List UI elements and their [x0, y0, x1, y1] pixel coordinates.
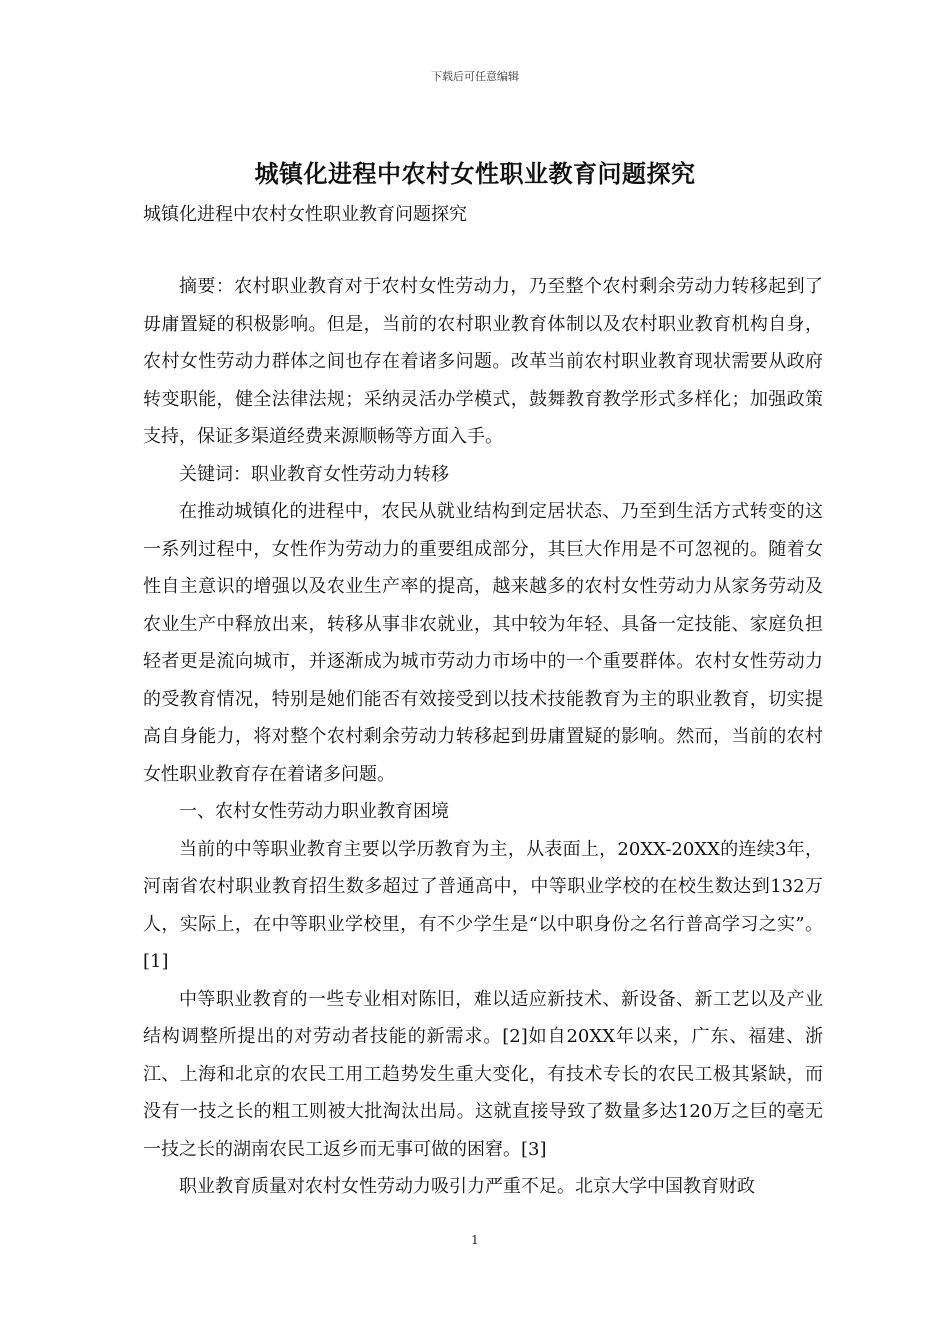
body-paragraph: 当前的中等职业教育主要以学历教育为主，从表面上，20XX-20XX的连续3年，河南省农村职业教育招生数多超过了普通高中，中等职业学校的在校生数达到132万人，实际上，在中等职业学校里，有不少学生是“以中职身份之名行普高学习之实”。[1] [143, 838, 823, 972]
abstract-paragraph: 摘要：农村职业教育对于农村女性劳动力，乃至整个农村剩余劳动力转移起到了毋庸置疑的积极影响。但是，当前的农村职业教育体制以及农村职业教育机构自身，农村女性劳动力群体之间也存在着诸多问题。改革当前农村职业教育现状需要从政府转变职能，健全法律法规；采纳灵活办学模式，鼓舞教育教学形式多样化；加强政策支持，保证多渠道经费来源顺畅等方面入手。 [143, 276, 823, 447]
header-note: 下载后可任意编辑 [431, 70, 519, 83]
body-paragraph: 职业教育质量对农村女性劳动力吸引力严重不足。北京大学中国教育财政 [179, 1176, 755, 1197]
section-heading: 一、农村女性劳动力职业教育困境 [179, 801, 449, 822]
page-number: 1 [471, 1233, 479, 1247]
document-title: 城镇化进程中农村女性职业教育问题探究 [254, 159, 696, 188]
document-subtitle: 城镇化进程中农村女性职业教育问题探究 [143, 204, 467, 225]
intro-paragraph: 在推动城镇化的进程中，农民从就业结构到定居状态、乃至到生活方式转变的这一系列过程中，女性作为劳动力的重要组成部分，其巨大作用是不可忽视的。随着女性自主意识的增强以及农业生产率的提高，越来越多的农村女性劳动力从家务劳动及农业生产中释放出来，转移从事非农就业，其中较为年轻、具备一定技能、家庭负担轻者更是流向城市，并逐渐成为城市劳动力市场中的一个重要群体。农村女性劳动力的受教育情况，特别是她们能否有效接受到以技术技能教育为主的职业教育，切实提高自身能力，将对整个农村剩余劳动力转移起到毋庸置疑的影响。然而，当前的农村女性职业教育存在着诸多问题。 [143, 501, 823, 785]
document-body [143, 268, 823, 1206]
keywords-paragraph: 关键词：职业教育女性劳动力转移 [179, 463, 449, 485]
body-paragraph: 中等职业教育的一些专业相对陈旧，难以适应新技术、新设备、新工艺以及产业结构调整所提出的对劳动者技能的新需求。[2]如自20XX年以来，广东、福建、浙江、上海和北京的农民工用工趋势发生重大变化，有技术专长的农民工极其紧缺，而没有一技之长的粗工则被大批淘汰出局。这就直接导致了数量多达120万之巨的毫无一技之长的湖南农民工返乡而无事可做的困窘。[3] [143, 988, 823, 1160]
